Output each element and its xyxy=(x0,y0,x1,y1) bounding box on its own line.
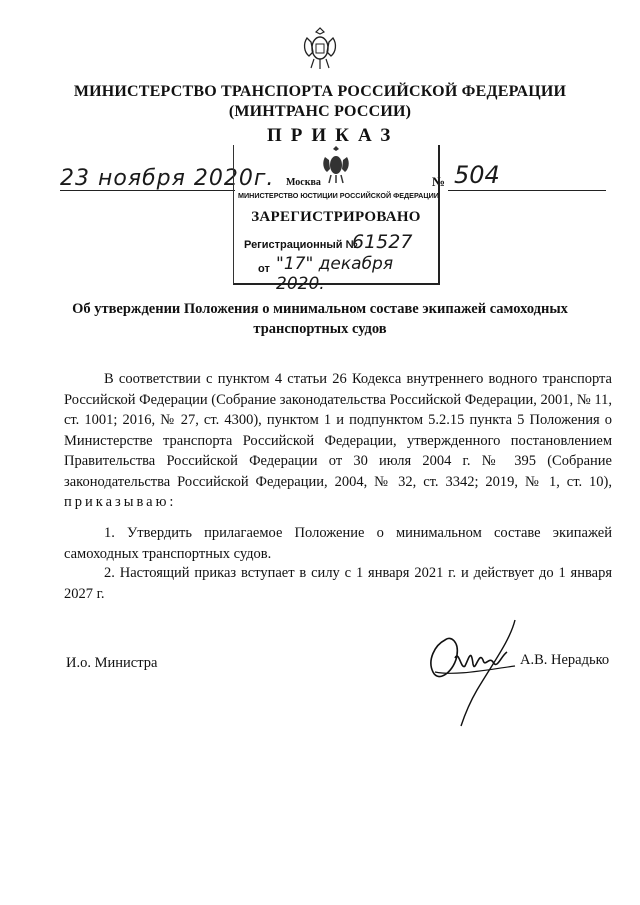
stamp-reg-number-label: Регистрационный № xyxy=(244,239,358,251)
order-number: 504 xyxy=(454,161,500,189)
order-word: приказываю: xyxy=(64,494,177,510)
registration-stamp xyxy=(233,145,440,294)
order-place: Москва xyxy=(286,177,321,188)
document-title: Об утверждении Положения о минимальном составе экипажей самоходных xyxy=(72,301,568,317)
ministry-name: МИНИСТЕРСТВО ТРАНСПОРТА РОССИЙСКОЙ ФЕДЕРАЦИИ xyxy=(73,83,567,100)
signatory-role: И.о. Министра xyxy=(66,655,158,671)
stamp-emblem-icon xyxy=(319,145,353,185)
document-type: ПРИКАЗ xyxy=(267,125,400,146)
stamp-reg-number: 61527 xyxy=(352,231,413,253)
coat-of-arms-emblem xyxy=(299,24,341,72)
stamp-date: "17" декабря 2020. xyxy=(276,254,394,294)
document-title-continued: транспортных судов xyxy=(253,321,387,337)
stamp-registered-label: ЗАРЕГИСТРИРОВАНО xyxy=(251,209,421,225)
stamp-organization: МИНИСТЕРСТВО ЮСТИЦИИ РОССИЙСКОЙ ФЕДЕРАЦИИ xyxy=(238,191,439,200)
number-sign: № xyxy=(432,174,446,189)
order-date: 23 ноября 2020г. xyxy=(60,166,275,191)
ministry-abbreviation: (МИНТРАНС РОССИИ) xyxy=(228,103,412,120)
number-underline xyxy=(448,190,606,191)
preamble-paragraph xyxy=(64,369,612,513)
stamp-date-prefix: от xyxy=(258,263,270,275)
preamble-text: В соответствии с пунктом 4 статьи 26 Кодекса внутреннего водного транспорта Российской Федерации (Собрание законодательства Российской Федерации, 2001, № 11, ст. 1001; 2016, № 27, ст. 4300), пунктом 1 и подпунктом 5.2.15 пункта 5 Положения о Министерстве транспорта Российской Федерации, утвержденного постановлением Правительства Российской Федерации от 30 июля 2004 г. № 395 (Собрание законодательства Российской Федерации, 2004, № 32, ст. 3342; 2019, № 1, ст. 10), xyxy=(64,371,612,490)
handwritten-signature xyxy=(415,600,525,730)
signatory-name: А.В. Нерадько xyxy=(520,652,610,668)
date-underline xyxy=(60,190,235,191)
order-item-2: 2. Настоящий приказ вступает в силу с 1 января 2021 г. и действует до 1 января 2027 г. xyxy=(64,565,612,602)
order-item-1: 1. Утвердить прилагаемое Положение о минимальном составе экипажей самоходных транспортных судов. xyxy=(64,525,612,562)
